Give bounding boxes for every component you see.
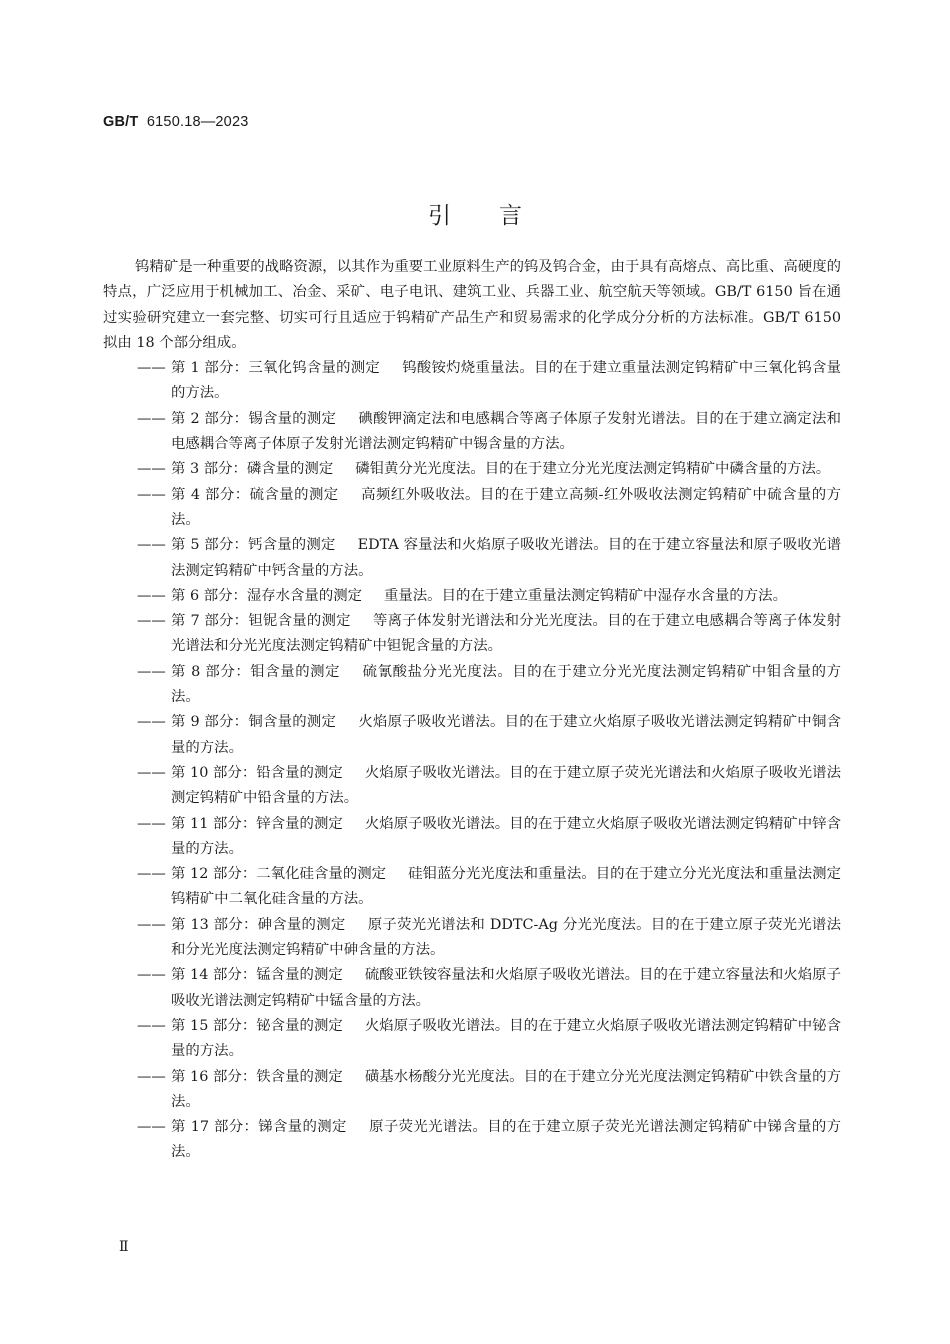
list-dash: —— — [137, 866, 166, 883]
part-method: EDTA 容量法和火焰原子吸收光谱法。 — [357, 537, 608, 554]
part-item — [103, 533, 841, 584]
part-purpose: 目的在于建立重量法测定钨精矿中湿存水含量的方法。 — [441, 587, 787, 604]
part-item — [103, 483, 841, 534]
part-method: 火焰原子吸收光谱法。 — [364, 815, 510, 832]
part-item — [103, 913, 841, 964]
list-dash: —— — [137, 815, 166, 832]
part-purpose: 目的在于建立火焰原子吸收光谱法测定钨精矿中锌含量的方法。 — [171, 815, 841, 857]
standard-header — [103, 114, 248, 130]
part-method: 磺基水杨酸分光光度法。 — [364, 1068, 524, 1085]
part-purpose: 目的在于建立分光光度法测定钨精矿中钼含量的方法。 — [171, 663, 841, 706]
part-heading: 第 16 部分：铁含量的测定 — [171, 1068, 343, 1085]
list-dash: —— — [137, 587, 166, 604]
part-purpose: 目的在于建立分光光度法和重量法测定钨精矿中二氧化硅含量的方法。 — [171, 866, 841, 908]
part-purpose: 目的在于建立高频-红外吸收法测定钨精矿中硫含量的方法。 — [171, 486, 841, 528]
part-method: 钨酸铵灼烧重量法。 — [402, 360, 534, 377]
list-dash: —— — [137, 714, 166, 731]
standard-prefix: GB/T — [103, 114, 139, 130]
part-item — [103, 1115, 841, 1166]
list-dash: —— — [137, 537, 166, 554]
part-item — [103, 660, 841, 711]
list-dash: —— — [137, 1068, 166, 1085]
part-purpose: 目的在于建立分光光度法测定钨精矿中铁含量的方法。 — [171, 1068, 841, 1110]
part-heading: 第 13 部分：砷含量的测定 — [171, 916, 346, 933]
part-method: 等离子体发射光谱法和分光光度法。 — [372, 613, 608, 630]
section-title: 引言 — [428, 203, 570, 229]
part-purpose: 目的在于建立容量法和原子吸收光谱法测定钨精矿中钙含量的方法。 — [171, 537, 841, 579]
part-heading: 第 9 部分：铜含量的测定 — [171, 714, 337, 731]
part-item — [103, 710, 841, 761]
list-dash: —— — [137, 360, 166, 377]
list-dash: —— — [137, 916, 166, 933]
part-heading: 第 15 部分：铋含量的测定 — [171, 1017, 343, 1034]
part-method: 火焰原子吸收光谱法。 — [364, 1017, 510, 1034]
list-dash: —— — [137, 1119, 166, 1136]
list-dash: —— — [137, 663, 166, 680]
list-dash: —— — [137, 967, 166, 984]
part-heading: 第 3 部分：磷含量的测定 — [171, 461, 334, 478]
part-method: 火焰原子吸收光谱法。 — [364, 764, 510, 781]
list-dash: —— — [137, 486, 166, 503]
part-method: 磷钼黄分光光度法。 — [355, 461, 485, 478]
part-method: 重量法。 — [384, 587, 442, 604]
part-heading: 第 11 部分：锌含量的测定 — [171, 815, 343, 832]
part-item — [103, 584, 841, 609]
part-purpose: 目的在于建立火焰原子吸收光谱法测定钨精矿中铋含量的方法。 — [171, 1017, 841, 1060]
part-item — [103, 609, 841, 660]
part-method: 碘酸钾滴定法和电感耦合等离子体原子发射光谱法。 — [358, 410, 695, 427]
part-item — [103, 457, 841, 482]
part-purpose: 目的在于建立分光光度法测定钨精矿中磷含量的方法。 — [484, 461, 831, 478]
part-item — [103, 761, 841, 812]
part-purpose: 目的在于建立原子荧光光谱法测定钨精矿中锑含量的方法。 — [171, 1119, 841, 1161]
part-method: 高频红外吸收法。 — [360, 486, 480, 503]
part-item — [103, 1014, 841, 1065]
part-method: 原子荧光光谱法。 — [368, 1119, 488, 1136]
part-purpose: 目的在于建立重量法测定钨精矿中三氧化钨含量的方法。 — [171, 360, 841, 402]
part-purpose: 目的在于建立原子荧光光谱法和分光光度法测定钨精矿中砷含量的方法。 — [171, 916, 841, 959]
part-item — [103, 963, 841, 1014]
intro-paragraph: 钨精矿是一种重要的战略资源，以其作为重要工业原料生产的钨及钨合金，由于具有高熔点、高比重、高硬度的特点，广泛应用于机械加工、冶金、采矿、电子电讯、建筑工业、兵器工业、航空航天等领域。GB/T 6150 旨在通过实验研究建立一套完整、切实可行且适应于钨精矿产品生产和贸易需求的化学成分分析的方法标准。GB/T 6150 拟由 18 个部分组成。 — [103, 259, 841, 351]
list-dash: —— — [137, 461, 166, 478]
list-dash: —— — [137, 1017, 166, 1034]
part-purpose: 目的在于建立容量法和火焰原子吸收光谱法测定钨精矿中锰含量的方法。 — [171, 967, 841, 1009]
part-method: 火焰原子吸收光谱法。 — [358, 714, 505, 731]
standard-number: 6150.18—2023 — [146, 114, 249, 130]
part-item — [103, 356, 841, 407]
part-item — [103, 407, 841, 458]
part-heading: 第 10 部分：铅含量的测定 — [171, 764, 343, 781]
part-method: 硫氰酸盐分光光度法。 — [362, 663, 513, 680]
part-item — [103, 812, 841, 863]
part-purpose: 目的在于建立滴定法和电感耦合等离子体原子发射光谱法测定钨精矿中锡含量的方法。 — [171, 410, 841, 453]
part-heading: 第 7 部分：钽铌含量的测定 — [171, 613, 351, 630]
page-number: Ⅱ — [119, 1239, 129, 1255]
list-dash: —— — [137, 410, 166, 427]
part-heading: 第 5 部分：钙含量的测定 — [171, 537, 336, 554]
part-heading: 第 2 部分：锡含量的测定 — [171, 410, 337, 427]
part-purpose: 目的在于建立火焰原子吸收光谱法测定钨精矿中铜含量的方法。 — [171, 714, 841, 756]
part-heading: 第 14 部分：锰含量的测定 — [171, 967, 343, 984]
list-dash: —— — [137, 613, 166, 630]
part-heading: 第 12 部分：二氧化硅含量的测定 — [171, 866, 387, 883]
part-method: 原子荧光光谱法和 DDTC-Ag 分光光度法。 — [367, 916, 651, 933]
part-item — [103, 1065, 841, 1116]
part-method: 硫酸亚铁铵容量法和火焰原子吸收光谱法。 — [364, 967, 640, 984]
part-heading: 第 4 部分：硫含量的测定 — [171, 486, 339, 503]
part-purpose: 目的在于建立原子荧光光谱法和火焰原子吸收光谱法测定钨精矿中铅含量的方法。 — [171, 764, 841, 807]
list-dash: —— — [137, 764, 166, 781]
part-heading: 第 17 部分：锑含量的测定 — [171, 1119, 347, 1136]
part-purpose: 目的在于建立电感耦合等离子体发射光谱法和分光光度法测定钨精矿中钽铌含量的方法。 — [171, 613, 841, 655]
part-method: 硅钼蓝分光光度法和重量法。 — [408, 866, 596, 883]
part-item — [103, 862, 841, 913]
document-body — [103, 255, 841, 1166]
part-heading: 第 1 部分：三氧化钨含量的测定 — [171, 360, 381, 377]
part-heading: 第 6 部分：湿存水含量的测定 — [171, 587, 362, 604]
part-heading: 第 8 部分：钼含量的测定 — [171, 663, 341, 680]
parts-list — [103, 356, 841, 1166]
